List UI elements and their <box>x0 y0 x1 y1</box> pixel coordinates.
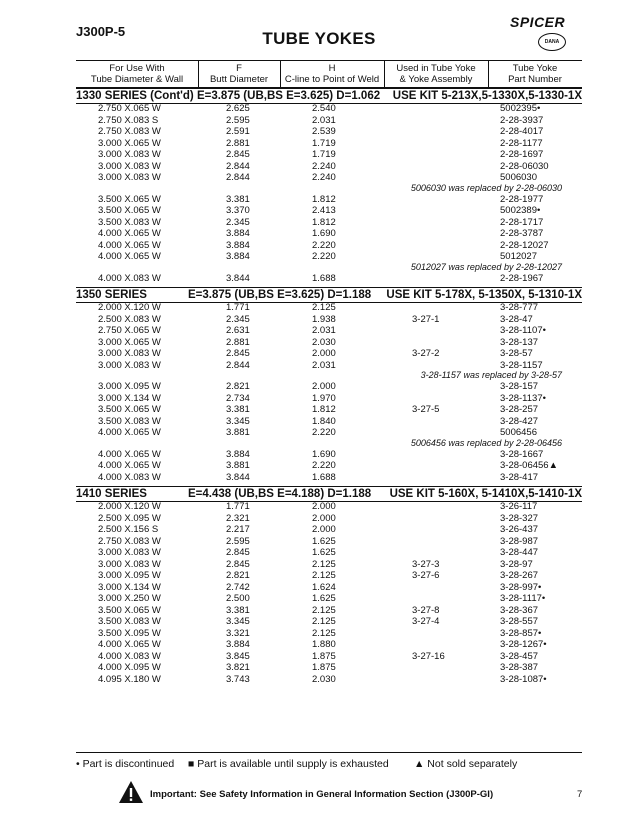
weld-point: 2.240 <box>312 172 336 183</box>
weld-point: 1.880 <box>312 639 336 650</box>
replacement-note: 5006030 was replaced by 2-28-06030 <box>410 182 562 193</box>
table-row <box>76 449 582 461</box>
butt-diameter: 2.821 <box>226 381 250 392</box>
butt-diameter: 2.591 <box>226 126 250 137</box>
butt-diameter: 2.742 <box>226 581 250 593</box>
header-size: For Use With Tube Diameter & Wall <box>90 63 184 85</box>
replacement-note: 5006456 was replaced by 2-28-06456 <box>410 437 562 448</box>
series-title: 1410 SERIES <box>76 488 147 500</box>
table-row <box>76 605 582 617</box>
part-number: 2-28-06030 <box>500 160 549 172</box>
page-title: TUBE YOKES <box>262 29 376 48</box>
tube-size: 4.000 X.083 W <box>98 471 161 483</box>
butt-diameter: 3.884 <box>226 639 250 650</box>
butt-diameter: 2.844 <box>226 359 250 371</box>
table-header <box>76 60 582 88</box>
weld-point: 2.220 <box>312 460 336 471</box>
tube-size: 3.500 X.083 W <box>98 616 161 627</box>
tube-size: 4.095 X.180 W <box>98 673 161 685</box>
header-part-number: Tube Yoke Part Number <box>508 63 562 85</box>
weld-point: 2.125 <box>312 570 336 581</box>
butt-diameter: 3.743 <box>226 673 250 685</box>
part-number: 5002389• <box>500 205 541 216</box>
butt-diameter: 2.217 <box>226 524 250 535</box>
table-row <box>76 217 582 229</box>
tube-size: 4.000 X.065 W <box>98 427 161 438</box>
tube-size: 3.000 X.095 W <box>98 570 161 581</box>
tube-size: 3.000 X.083 W <box>98 558 161 570</box>
tube-size: 2.750 X.083 W <box>98 126 161 137</box>
tube-size: 2.750 X.065 W <box>98 103 161 114</box>
table-row <box>76 513 582 525</box>
part-number: 3-28-137 <box>500 336 539 348</box>
weld-point: 2.125 <box>312 558 336 570</box>
part-number: 3-28-47 <box>500 313 533 325</box>
butt-diameter: 2.821 <box>226 570 250 581</box>
tube-size: 2.500 X.095 W <box>98 512 161 524</box>
warning-icon <box>118 780 144 804</box>
weld-point: 1.875 <box>312 650 336 662</box>
weld-point: 2.540 <box>312 103 336 114</box>
table-row <box>76 662 582 674</box>
table-row <box>76 126 582 138</box>
butt-diameter: 3.381 <box>226 604 250 616</box>
butt-diameter: 3.884 <box>226 251 250 262</box>
assembly-number: 3-27-5 <box>412 404 440 415</box>
part-number: 2-28-1697 <box>500 149 544 160</box>
tube-size: 3.500 X.065 W <box>98 193 161 205</box>
weld-point: 1.938 <box>312 313 336 325</box>
weld-point: 2.000 <box>312 348 336 359</box>
weld-point: 2.220 <box>312 251 336 262</box>
butt-diameter: 2.845 <box>226 348 250 359</box>
tube-size: 2.500 X.156 S <box>98 524 159 535</box>
tube-size: 4.000 X.065 W <box>98 239 161 251</box>
weld-point: 1.719 <box>312 149 336 160</box>
table-row <box>76 674 582 686</box>
assembly-number: 3-27-8 <box>412 604 440 616</box>
table-row <box>76 404 582 416</box>
tube-size: 3.500 X.065 W <box>98 404 161 415</box>
brand-name: SPICER <box>510 14 566 30</box>
butt-diameter: 2.845 <box>226 547 250 558</box>
butt-diameter: 2.345 <box>226 216 250 228</box>
safety-notice: Important: See Safety Information in General Information Section (J300P-GI) <box>150 789 494 800</box>
weld-point: 2.125 <box>312 627 336 639</box>
tube-size: 4.000 X.083 W <box>98 650 161 662</box>
weld-point: 1.970 <box>312 392 336 404</box>
table-row <box>76 501 582 513</box>
weld-point: 2.125 <box>312 616 336 627</box>
table-row <box>76 628 582 640</box>
assembly-number: 3-27-2 <box>412 348 440 359</box>
weld-point: 2.031 <box>312 114 336 126</box>
weld-point: 1.624 <box>312 581 336 593</box>
weld-point: 1.690 <box>312 228 336 239</box>
table-row <box>76 593 582 605</box>
part-number: 3-28-1137• <box>500 392 546 404</box>
butt-diameter: 2.734 <box>226 392 250 404</box>
butt-diameter: 2.844 <box>226 172 250 183</box>
part-number: 3-28-1107• <box>500 325 546 336</box>
document-code: J300P-5 <box>76 24 126 39</box>
part-number: 3-28-997• <box>500 581 542 593</box>
part-number: 5006456 <box>500 427 537 438</box>
tube-size: 3.000 X.065 W <box>98 137 161 149</box>
part-number: 3-28-257 <box>500 404 539 415</box>
assembly-number: 3-27-3 <box>412 558 440 570</box>
header-h: H C-line to Point of Weld <box>284 63 380 85</box>
tube-size: 3.000 X.095 W <box>98 381 161 392</box>
weld-point: 2.030 <box>312 673 336 685</box>
tube-size: 2.750 X.065 W <box>98 325 161 336</box>
table-row <box>76 302 582 314</box>
tube-size: 3.000 X.134 W <box>98 581 161 593</box>
part-number: 2-28-1977 <box>500 193 544 205</box>
series-kit: USE KIT 5-178X, 5-1350X, 5-1310-1X <box>386 289 582 301</box>
table-row <box>76 325 582 337</box>
weld-point: 1.688 <box>312 272 336 284</box>
butt-diameter: 2.500 <box>226 593 250 604</box>
series-dimensions: E=3.875 (UB,BS E=3.625) D=1.188 <box>188 289 372 301</box>
butt-diameter: 3.844 <box>226 471 250 483</box>
tube-size: 4.000 X.083 W <box>98 272 161 284</box>
tube-size: 2.000 X.120 W <box>98 302 161 313</box>
assembly-number: 3-27-16 <box>412 650 445 662</box>
butt-diameter: 3.821 <box>226 662 250 673</box>
table-row <box>76 616 582 628</box>
butt-diameter: 1.771 <box>226 302 250 313</box>
weld-point: 1.719 <box>312 137 336 149</box>
tube-size: 3.000 X.250 W <box>98 593 161 604</box>
butt-diameter: 3.884 <box>226 448 250 460</box>
weld-point: 2.413 <box>312 205 336 216</box>
series-header <box>76 88 582 104</box>
series-rows <box>76 103 582 284</box>
part-number: 3-28-06456▲ <box>500 460 558 471</box>
weld-point: 2.000 <box>312 501 336 512</box>
part-number: 3-28-447 <box>500 547 539 558</box>
part-number: 3-28-1267• <box>500 639 547 650</box>
series-rows <box>76 302 582 483</box>
part-number: 3-28-557 <box>500 616 539 627</box>
part-number: 3-28-1667 <box>500 448 544 460</box>
butt-diameter: 2.844 <box>226 160 250 172</box>
weld-point: 2.220 <box>312 427 336 438</box>
table-row <box>76 228 582 240</box>
part-number: 3-28-457 <box>500 650 539 662</box>
part-number: 2-28-4017 <box>500 126 544 137</box>
weld-point: 2.031 <box>312 325 336 336</box>
weld-point: 1.625 <box>312 535 336 547</box>
butt-diameter: 3.844 <box>226 272 250 284</box>
weld-point: 2.030 <box>312 336 336 348</box>
legend-supply-exhausted: ■ Part is available until supply is exhausted <box>188 758 389 770</box>
tube-size: 3.000 X.083 W <box>98 172 161 183</box>
table-row <box>76 582 582 594</box>
tube-size: 3.000 X.083 W <box>98 160 161 172</box>
tube-size: 2.500 X.083 W <box>98 313 161 325</box>
legend-not-sold-separately: ▲ Not sold separately <box>414 758 518 770</box>
weld-point: 1.625 <box>312 593 336 604</box>
assembly-number: 3-27-4 <box>412 616 440 627</box>
weld-point: 1.625 <box>312 547 336 558</box>
part-number: 5012027 <box>500 251 537 262</box>
weld-point: 1.840 <box>312 415 336 427</box>
tube-size: 3.500 X.083 W <box>98 216 161 228</box>
butt-diameter: 3.381 <box>226 404 250 415</box>
butt-diameter: 2.845 <box>226 149 250 160</box>
table-row <box>76 314 582 326</box>
page-number: 7 <box>577 789 583 800</box>
butt-diameter: 2.345 <box>226 313 250 325</box>
table-row <box>76 273 582 285</box>
table-row <box>76 381 582 393</box>
tube-size: 4.000 X.065 W <box>98 639 161 650</box>
weld-point: 2.031 <box>312 359 336 371</box>
series-rows <box>76 501 582 685</box>
tube-size: 4.000 X.095 W <box>98 662 161 673</box>
table-row <box>76 393 582 405</box>
table-row <box>76 348 582 360</box>
weld-point: 1.812 <box>312 216 336 228</box>
butt-diameter: 2.321 <box>226 512 250 524</box>
part-number: 2-28-3787 <box>500 228 544 239</box>
table-row <box>76 651 582 663</box>
table-row <box>76 149 582 161</box>
footer-divider <box>76 752 582 753</box>
assembly-number: 3-27-1 <box>412 313 440 325</box>
tube-size: 3.000 X.065 W <box>98 336 161 348</box>
butt-diameter: 2.595 <box>226 535 250 547</box>
table-row <box>76 547 582 559</box>
weld-point: 2.000 <box>312 381 336 392</box>
replacement-note: 5012027 was replaced by 2-28-12027 <box>410 261 562 272</box>
part-number: 3-28-427 <box>500 415 539 427</box>
butt-diameter: 2.881 <box>226 336 250 348</box>
tube-size: 3.000 X.134 W <box>98 392 161 404</box>
part-number: 5002395• <box>500 103 541 114</box>
butt-diameter: 3.370 <box>226 205 250 216</box>
tube-size: 3.500 X.065 W <box>98 604 161 616</box>
part-number: 3-28-1087• <box>500 673 547 685</box>
table-row <box>76 416 582 428</box>
table-row <box>76 115 582 127</box>
tube-size: 2.000 X.120 W <box>98 501 161 512</box>
tube-size: 3.500 X.083 W <box>98 415 161 427</box>
tube-size: 3.500 X.095 W <box>98 627 161 639</box>
weld-point: 2.240 <box>312 160 336 172</box>
tube-size: 4.000 X.065 W <box>98 251 161 262</box>
series-dimensions: E=4.438 (UB,BS E=4.188) D=1.188 <box>188 488 372 500</box>
assembly-number: 3-27-6 <box>412 570 440 581</box>
part-number: 3-28-857• <box>500 627 542 639</box>
butt-diameter: 3.884 <box>226 228 250 239</box>
part-number: 3-28-387 <box>500 662 539 673</box>
series-title: 1350 SERIES <box>76 289 147 301</box>
tube-size: 3.000 X.083 W <box>98 348 161 359</box>
part-number: 2-28-12027 <box>500 239 549 251</box>
butt-diameter: 3.845 <box>226 650 250 662</box>
part-number: 3-28-1157 <box>500 359 543 371</box>
butt-diameter: 2.845 <box>226 558 250 570</box>
part-number: 3-26-117 <box>500 501 538 512</box>
part-number: 3-28-367 <box>500 604 539 616</box>
spicer-logo <box>510 14 570 54</box>
part-number: 3-28-417 <box>500 471 539 483</box>
part-number: 3-28-777 <box>500 302 539 313</box>
part-number: 3-28-1117• <box>500 593 546 604</box>
butt-diameter: 3.884 <box>226 239 250 251</box>
header-assembly: Used in Tube Yoke & Yoke Assembly <box>396 63 476 85</box>
part-number: 5006030 <box>500 172 537 183</box>
table-row <box>76 559 582 571</box>
part-number: 2-28-1967 <box>500 272 544 284</box>
butt-diameter: 3.345 <box>226 415 250 427</box>
part-number: 3-28-57 <box>500 348 533 359</box>
butt-diameter: 2.881 <box>226 137 250 149</box>
tube-size: 4.000 X.065 W <box>98 448 161 460</box>
part-number: 2-28-3937 <box>500 114 544 126</box>
table-row <box>76 536 582 548</box>
butt-diameter: 3.381 <box>226 193 250 205</box>
table-row <box>76 460 582 472</box>
series-kit: USE KIT 5-213X,5-1330X,5-1330-1X <box>392 90 582 102</box>
replacement-note: 3-28-1157 was replaced by 3-28-57 <box>420 370 562 380</box>
weld-point: 2.220 <box>312 239 336 251</box>
part-number: 2-28-1177 <box>500 137 543 149</box>
tube-size: 4.000 X.065 W <box>98 228 161 239</box>
series-header <box>76 486 582 502</box>
butt-diameter: 2.595 <box>226 114 250 126</box>
weld-point: 1.690 <box>312 448 336 460</box>
weld-point: 2.125 <box>312 604 336 616</box>
butt-diameter: 2.631 <box>226 325 250 336</box>
butt-diameter: 3.321 <box>226 627 250 639</box>
butt-diameter: 2.625 <box>226 103 250 114</box>
butt-diameter: 3.345 <box>226 616 250 627</box>
table-row <box>76 337 582 349</box>
part-number: 3-28-327 <box>500 512 539 524</box>
butt-diameter: 1.771 <box>226 501 250 512</box>
weld-point: 1.812 <box>312 404 336 415</box>
tube-size: 3.000 X.083 W <box>98 547 161 558</box>
weld-point: 1.812 <box>312 193 336 205</box>
series-header <box>76 287 582 303</box>
tube-size: 3.500 X.065 W <box>98 205 161 216</box>
table-row <box>76 194 582 206</box>
tube-size: 2.750 X.083 W <box>98 535 161 547</box>
table-row <box>76 161 582 173</box>
table-row <box>76 570 582 582</box>
part-number: 2-28-1717 <box>500 216 544 228</box>
header-f: F Butt Diameter <box>209 63 269 85</box>
table-row <box>76 240 582 252</box>
weld-point: 2.539 <box>312 126 336 137</box>
weld-point: 2.000 <box>312 524 336 535</box>
table-row <box>76 524 582 536</box>
brand-badge: DANA <box>538 33 566 51</box>
part-number: 3-28-987 <box>500 535 539 547</box>
tube-size: 2.750 X.083 S <box>98 114 159 126</box>
part-number: 3-28-157 <box>500 381 539 392</box>
weld-point: 1.875 <box>312 662 336 673</box>
weld-point: 1.688 <box>312 471 336 483</box>
table-row <box>76 205 582 217</box>
weld-point: 2.000 <box>312 512 336 524</box>
butt-diameter: 3.881 <box>226 460 250 471</box>
tube-size: 3.000 X.083 W <box>98 359 161 371</box>
series-title: 1330 SERIES (Cont'd) E=3.875 (UB,BS E=3.625) D=1.062 <box>76 90 381 102</box>
table-row <box>76 138 582 150</box>
table-row <box>76 639 582 651</box>
part-number: 3-28-267 <box>500 570 539 581</box>
series-kit: USE KIT 5-160X, 5-1410X,5-1410-1X <box>389 488 582 500</box>
tube-size: 3.000 X.083 W <box>98 149 161 160</box>
weld-point: 2.125 <box>312 302 336 313</box>
table-row <box>76 472 582 484</box>
table-row <box>76 103 582 115</box>
butt-diameter: 3.881 <box>226 427 250 438</box>
legend-discontinued: • Part is discontinued <box>76 758 175 770</box>
part-number: 3-28-97 <box>500 558 533 570</box>
tube-size: 4.000 X.065 W <box>98 460 161 471</box>
part-number: 3-26-437 <box>500 524 539 535</box>
